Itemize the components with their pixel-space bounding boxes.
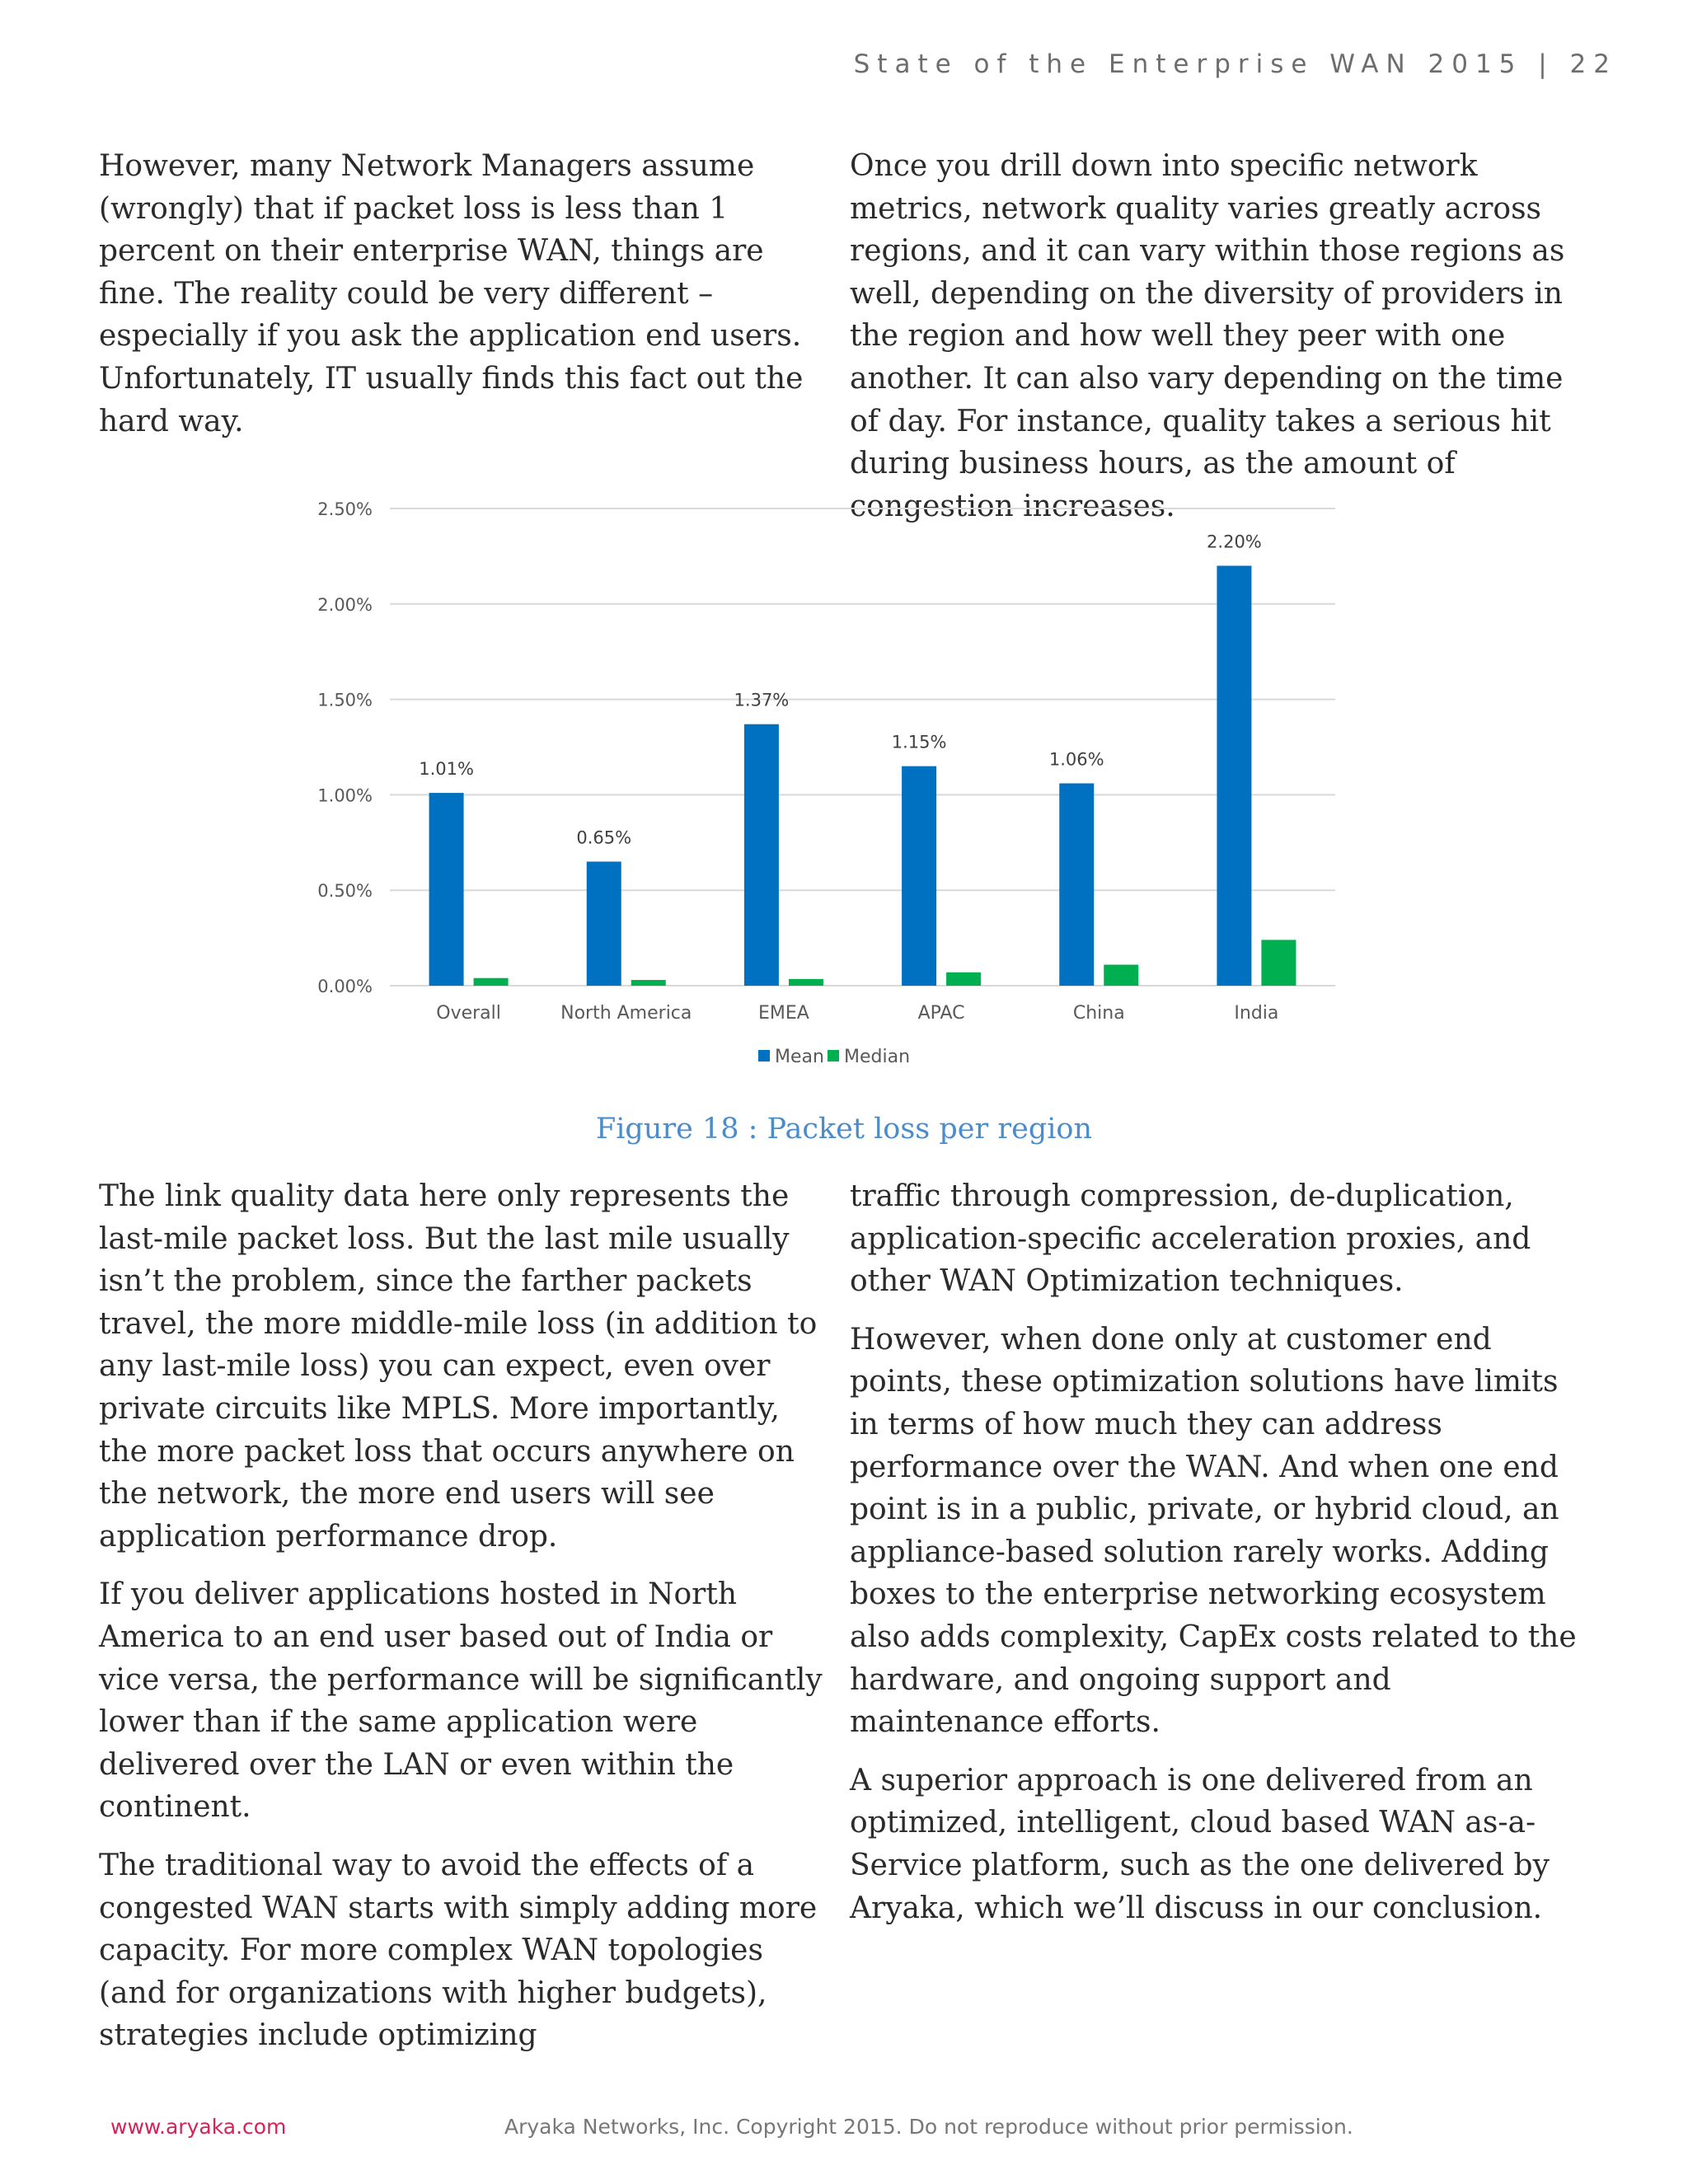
bar-mean xyxy=(902,766,936,986)
bar-data-label: 1.01% xyxy=(419,759,474,780)
y-tick-label: 1.50% xyxy=(317,690,373,710)
chart-x-ticks xyxy=(436,1003,1278,1024)
bar-median xyxy=(1104,965,1138,986)
body-right-column xyxy=(850,1175,1592,1945)
y-tick-label: 2.00% xyxy=(317,594,373,615)
y-tick-label: 0.00% xyxy=(317,977,373,996)
chart-bars xyxy=(429,565,1296,986)
bar-data-label: 1.06% xyxy=(1048,749,1104,770)
body-paragraph: If you deliver applications hosted in North America to an end user based out of India or vice versa, the performance will be significantly lower than if the same application were delivered over the LAN or even within the continent. xyxy=(99,1577,823,1825)
body-paragraph: The traditional way to avoid the effects of a congested WAN starts with simply adding more capacity. For more complex WAN topologies (and for organizations with higher budgets), strategies include optimizing xyxy=(99,1848,818,2053)
intro-left-column xyxy=(99,145,837,458)
body-paragraph: traffic through compression, de-duplication, application-specific acceleration proxies, and other WAN Optimization techniques. xyxy=(850,1179,1531,1299)
y-tick-label: 2.50% xyxy=(317,499,373,519)
bar-median xyxy=(789,979,823,986)
bar-data-label: 1.15% xyxy=(891,732,947,752)
legend-swatch-mean xyxy=(758,1050,770,1062)
legend-swatch-median xyxy=(828,1050,839,1062)
x-tick-label: EMEA xyxy=(757,1003,809,1024)
legend-label-mean: Mean xyxy=(775,1047,824,1067)
intro-paragraph-left: However, many Network Managers assume (wrongly) that if packet loss is less than 1 percent on their enterprise WAN, things are fine. The reality could be very different – especially if you ask the application end users. Unfortunately, IT usually finds this fact out the hard way. xyxy=(99,149,804,438)
body-left-column xyxy=(99,1175,837,2073)
bar-median xyxy=(474,978,509,986)
figure-caption: Figure 18 : Packet loss per region xyxy=(595,1113,1093,1146)
x-tick-label: India xyxy=(1234,1003,1279,1024)
packet-loss-chart xyxy=(297,486,1368,1096)
x-tick-label: China xyxy=(1072,1003,1125,1024)
body-paragraph: However, when done only at customer end points, these optimization solutions have limits in terms of how much they can address performance over the WAN. And when one end point is in a public, private, or hybrid cloud, an appliance-based solution rarely works. Adding boxes to the enterprise networking ecosystem also adds complexity, CapEx costs related to the hardware, and ongoing support and maintenance efforts. xyxy=(850,1322,1577,1740)
x-tick-label: North America xyxy=(560,1003,692,1024)
footer-copyright: Aryaka Networks, Inc. Copyright 2015. Do not reproduce without prior permission. xyxy=(504,2115,1353,2139)
bar-median xyxy=(1261,940,1296,986)
bar-mean xyxy=(429,793,464,986)
bar-mean xyxy=(744,724,779,986)
chart-data-labels xyxy=(419,532,1262,847)
bar-mean xyxy=(1059,784,1094,986)
chart-y-ticks xyxy=(317,499,373,996)
legend-label-median: Median xyxy=(844,1047,911,1067)
x-tick-label: APAC xyxy=(917,1003,965,1024)
chart-legend xyxy=(758,1047,910,1067)
bar-median xyxy=(631,980,666,986)
body-paragraph: A superior approach is one delivered from an optimized, intelligent, cloud based WAN as-a-Service platform, such as the one delivered by Aryaka, which we’ll discuss in our conclusion. xyxy=(850,1763,1550,1925)
bar-data-label: 0.65% xyxy=(576,827,632,848)
bar-mean xyxy=(587,861,621,986)
bar-median xyxy=(946,972,981,986)
intro-paragraph-right: Once you drill down into specific network metrics, network quality varies greatly across regions, and it can vary within those regions as well, depending on the diversity of providers in the region and how well they peer with one another. It can also vary depending on the time of day. For instance, quality takes a serious hit during business hours, as the amount of congestion increases. xyxy=(850,149,1565,523)
x-tick-label: Overall xyxy=(436,1003,501,1024)
page-header: State of the Enterprise WAN 2015 | 22 xyxy=(853,49,1617,79)
footer-website-link[interactable]: www.aryaka.com xyxy=(110,2115,287,2139)
y-tick-label: 1.00% xyxy=(317,785,373,806)
chart-gridlines xyxy=(390,509,1335,986)
bar-mean xyxy=(1217,565,1251,986)
y-tick-label: 0.50% xyxy=(317,881,373,902)
body-paragraph: The link quality data here only represents the last-mile packet loss. But the last mile usually isn’t the problem, since the farther packets travel, the more middle-mile loss (in addition to any last-mile loss) you can expect, even over private circuits like MPLS. More importantly, the more packet loss that occurs anywhere on the network, the more end users will see application performance drop. xyxy=(99,1179,818,1554)
bar-data-label: 1.37% xyxy=(734,690,790,710)
intro-right-column xyxy=(850,145,1592,543)
bar-data-label: 2.20% xyxy=(1207,532,1262,552)
